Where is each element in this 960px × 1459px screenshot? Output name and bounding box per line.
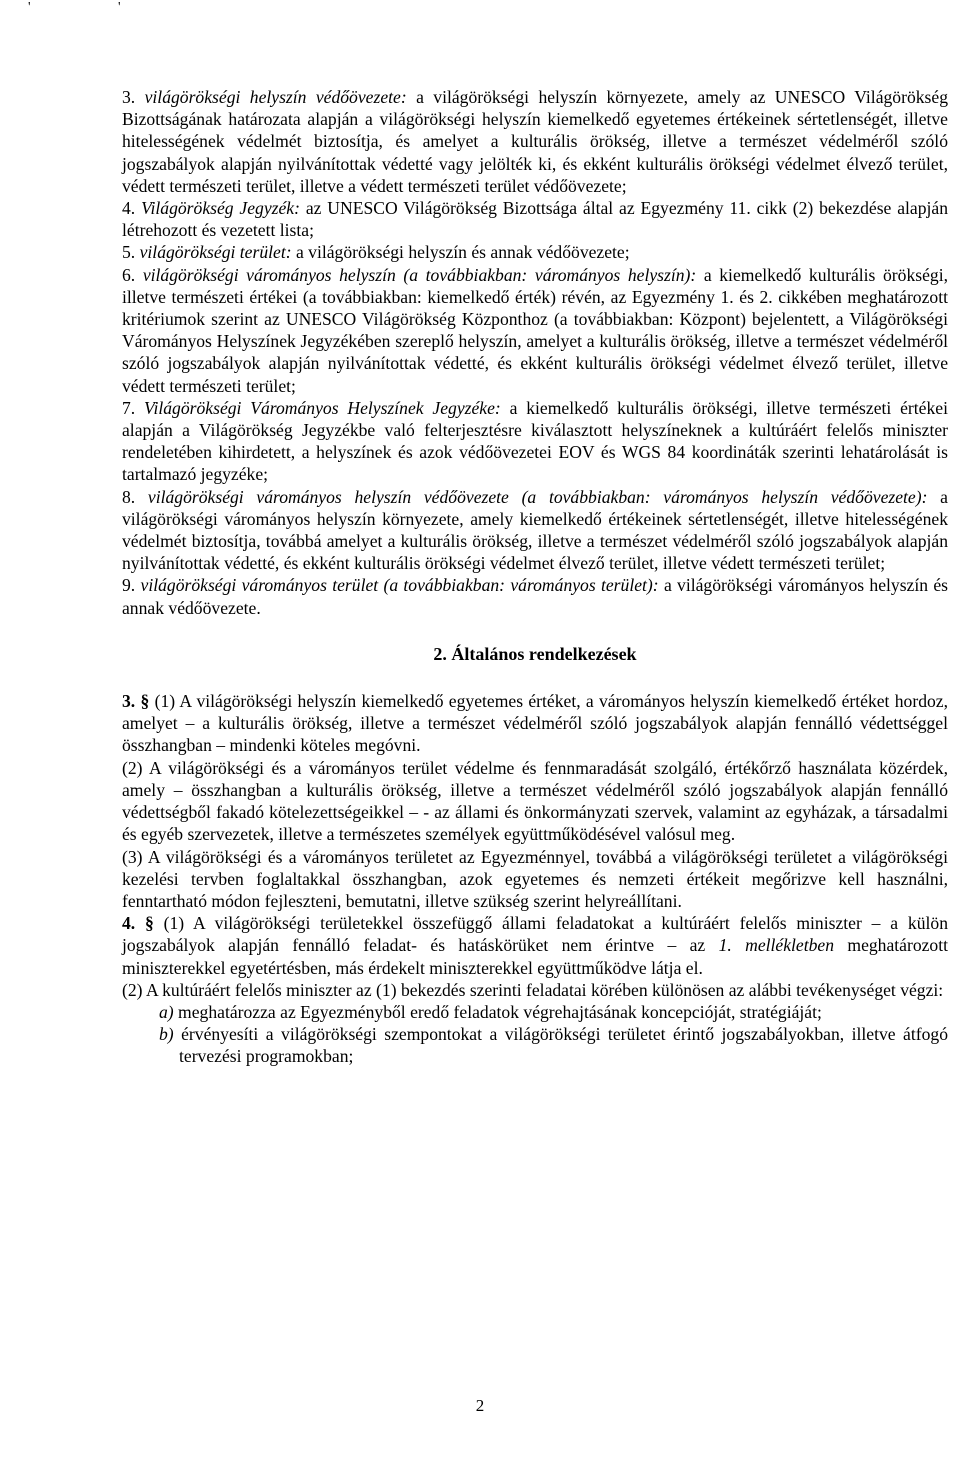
- item-number: 7.: [122, 397, 136, 418]
- definition-text: az UNESCO Világörökség Bizottsága által az Egyezmény 11. cikk (2) bekezdése alapján létrehozott és vezetett lista;: [122, 198, 949, 241]
- annex-reference: 1. mellékletben: [718, 935, 835, 956]
- definition-text: a kiemelkedő kulturális örökségi, illetve természeti értékei (a továbbiakban: kiemelkedő érték) révén, az Egyezmény 1. és 2. cikkében meghatározott kritériumok szerint az UNESCO Világörökség Központhoz (a továbbiakban: Központ) bejelentett, a Világörökségi Várományos Helyszínek Jegyzékében szereplő helyszín, amelyet a kulturális örökség, illetve a természet védelméről szóló jogszabályok alapján nyilvánítottak védetté, és ekként kulturális örökségi védelmet élvező terület, illetve védett természeti terület;: [122, 264, 948, 396]
- paragraph-text: (1) A világörökségi területekkel összefüggő állami feladatokat a kultúráért felelős miniszter – a külön jogszabályok alapján fennálló feladat- és hatáskörüket nem érintve – az: [122, 913, 948, 956]
- item-number: 9.: [122, 575, 136, 596]
- definition-item-8: [122, 486, 948, 575]
- definition-text: a világörökségi várományos helyszín és annak védőövezete.: [122, 575, 948, 618]
- definition-text: a világörökségi várományos helyszín környezete, amely kiemelkedő értékeinek sértetlenségét, illetve hitelességének védelmét biztosítja, továbbá amelyet a kulturális örökség, illetve a természet védelméről szóló jogszabályok alapján nyilvánítottak védetté, és ekként kulturális örökségi védelmet élvező terület, illetve védett természeti terület;: [122, 486, 948, 574]
- list-item-a: [122, 1001, 948, 1023]
- defined-term: világörökségi várományos terület (a továbbiakban: várományos terület):: [140, 575, 659, 596]
- definition-item-6: [122, 264, 948, 397]
- defined-term: világörökségi várományos helyszín védőövezete (a továbbiakban: várományos helyszín védőövezete):: [147, 486, 928, 507]
- definition-item-7: [122, 397, 948, 486]
- defined-term: Világörökség Jegyzék:: [141, 198, 300, 219]
- definition-text: a világörökségi helyszín és annak védőövezete;: [291, 242, 630, 263]
- section-3-paragraph-2: (2) A világörökségi és a várományos terület védelme és fennmaradását szolgáló, értékőrző használata közérdek, amely – összhangban a kulturális örökség, illetve a természet védelméről szóló jogszabályok alapján fennálló védettségből fakadó kötelezettségeikkel – - az állami és önkormányzati szervek, valamint az egyházak, a társadalmi és egyéb szervezetek, illetve a természetes személyek együttműködésével valósul meg.: [122, 757, 948, 845]
- section-sign: §: [140, 691, 150, 712]
- document-body: [122, 86, 948, 1068]
- section-number: 4.: [122, 913, 136, 934]
- item-number: 5.: [122, 242, 136, 263]
- definition-item-3: [122, 86, 948, 197]
- item-number: 3.: [122, 87, 136, 107]
- corner-marks: ' ': [28, 0, 163, 15]
- defined-term: Világörökségi Várományos Helyszínek Jegyzéke:: [144, 397, 501, 418]
- paragraph-text: (1) A világörökségi helyszín kiemelkedő egyetemes értéket, a várományos helyszín kiemelkedő értéket hordoz, amelyet – a kulturális örökség, illetve a természet védelméről szóló jogszabályok alapján fennálló védettséggel összhangban – mindenki köteles megóvni.: [122, 691, 948, 756]
- definition-item-5: [122, 241, 948, 263]
- definition-text: a kiemelkedő kulturális örökségi, illetve természeti értékei alapján a Világörökség Jegyzékbe való felterjesztésre kiválasztott helyszíneknek a kultúráért felelős miniszter rendeletében kihirdetett, a helyszínek és azok védőövezetei EOV és WGS 84 koordináták szerinti lehatárolását is tartalmazó jegyzéke;: [122, 397, 948, 485]
- defined-term: világörökségi várományos helyszín (a továbbiakban: várományos helyszín):: [142, 264, 697, 285]
- definition-item-4: [122, 197, 948, 241]
- item-number: 4.: [122, 198, 136, 219]
- item-number: 8.: [122, 486, 136, 507]
- list-label: a): [159, 1001, 174, 1022]
- list-text: érvényesíti a világörökségi szempontokat a világörökségi területet érintő jogszabályokban, illetve átfogó tervezési programokban;: [173, 1024, 948, 1067]
- section-heading: 2. Általános rendelkezések: [433, 643, 637, 664]
- section-sign: §: [145, 913, 154, 934]
- paragraph-text: meghatározott miniszterekkel egyetértésben, más érdekelt miniszterekkel együttműködve látja el.: [122, 935, 949, 978]
- section-4-paragraph-2: (2) A kultúráért felelős miniszter az (1) bekezdés szerinti feladatai körében különösen az alábbi tevékenységet végzi:: [122, 979, 944, 1000]
- list-label: b): [159, 1024, 174, 1045]
- item-number: 6.: [122, 264, 136, 285]
- defined-term: világörökségi helyszín védőövezete:: [144, 87, 407, 107]
- section-4-paragraph-1: [122, 912, 948, 979]
- section-number: 3.: [122, 691, 136, 712]
- definition-item-9: [122, 574, 948, 618]
- section-3-paragraph-3: (3) A világörökségi és a várományos területet az Egyezménnyel, továbbá a világörökségi területet a világörökségi kezelési tervben foglaltakkal összhangban, azok egyetemes és nemzeti értékeit megőrizve kell használni, fenntartható módon fejleszteni, bemutatni, illetve szükség szerint helyreállítani.: [122, 846, 948, 911]
- defined-term: világörökségi terület:: [139, 242, 292, 263]
- page-number: 2: [475, 1396, 485, 1415]
- definition-text: a világörökségi helyszín környezete, amely az UNESCO Világörökség Bizottságának határozata alapján a világörökségi helyszín kiemelkedő egyetemes értékeinek sértetlenségét, illetve hitelességének védelmét biztosítja, és amelyet a kulturális örökség, illetve a természet védelméről szóló jogszabályok alapján nyilvánítottak védetté vagy jelölték ki, és ekként kulturális örökségi védelmet élvező terület, védett természeti terület, illetve a védett természeti terület védőövezete;: [122, 87, 949, 196]
- list-item-b: [122, 1023, 948, 1067]
- section-3-paragraph-1: [122, 690, 948, 757]
- list-text: meghatározza az Egyezményből eredő feladatok végrehajtásának koncepcióját, stratégiáját;: [173, 1001, 822, 1022]
